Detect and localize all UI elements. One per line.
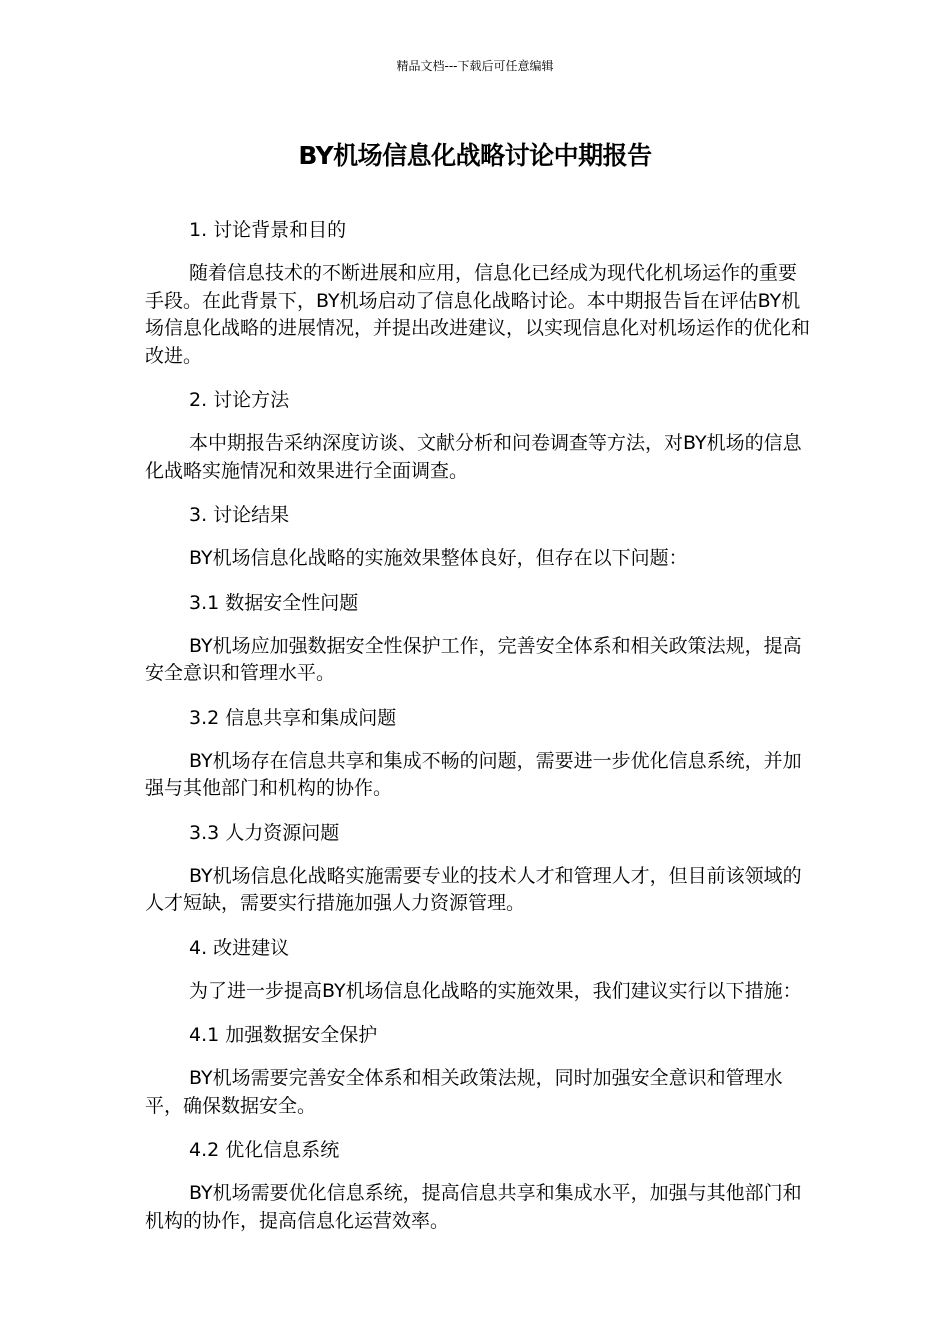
section-heading-2: 2. 讨论方法 [189,389,290,411]
page-header: 精品文档---下载后可任意编辑 [396,59,554,73]
paragraph-data-security: BY机场应加强数据安全性保护工作，完善安全体系和相关政策法规，提高安全意识和管理水平。 [145,634,802,684]
paragraph-background: 随着信息技术的不断进展和应用，信息化已经成为现代化机场运作的重要手段。在此背景下，BY机场启动了信息化战略讨论。本中期报告旨在评估BY机场信息化战略的进展情况，并提出改进建议，以实现信息化对机场运作的优化和改进。 [145,262,811,367]
section-heading-3-3: 3.3 人力资源问题 [189,821,340,844]
paragraph-human-resources: BY机场信息化战略实施需要专业的技术人才和管理人才，但目前该领域的人才短缺，需要实行措施加强人力资源管理。 [145,864,802,914]
section-heading-4-1: 4.1 加强数据安全保护 [189,1024,378,1046]
paragraph-results: BY机场信息化战略的实施效果整体良好，但存在以下问题： [189,547,688,569]
section-heading-4-2: 4.2 优化信息系统 [189,1139,340,1161]
paragraph-info-sharing: BY机场存在信息共享和集成不畅的问题，需要进一步优化信息系统，并加强与其他部门和机构的协作。 [145,749,802,799]
section-heading-3-1: 3.1 数据安全性问题 [189,591,359,614]
section-heading-3-2: 3.2 信息共享和集成问题 [189,706,397,729]
paragraph-method: 本中期报告采纳深度访谈、文献分析和问卷调查等方法，对BY机场的信息化战略实施情况和效果进行全面调查。 [145,432,802,482]
paragraph-optimize-system: BY机场需要优化信息系统，提高信息共享和集成水平，加强与其他部门和机构的协作，提高信息化运营效率。 [145,1182,802,1232]
section-heading-4: 4. 改进建议 [189,936,290,959]
section-heading-1: 1. 讨论背景和目的 [189,219,347,241]
document-title: BY机场信息化战略讨论中期报告 [298,141,652,170]
paragraph-security-protection: BY机场需要完善安全体系和相关政策法规，同时加强安全意识和管理水平，确保数据安全。 [145,1067,783,1117]
paragraph-suggestions: 为了进一步提高BY机场信息化战略的实施效果，我们建议实行以下措施： [189,979,802,1002]
document-body [145,216,811,1251]
section-heading-3: 3. 讨论结果 [189,504,290,526]
